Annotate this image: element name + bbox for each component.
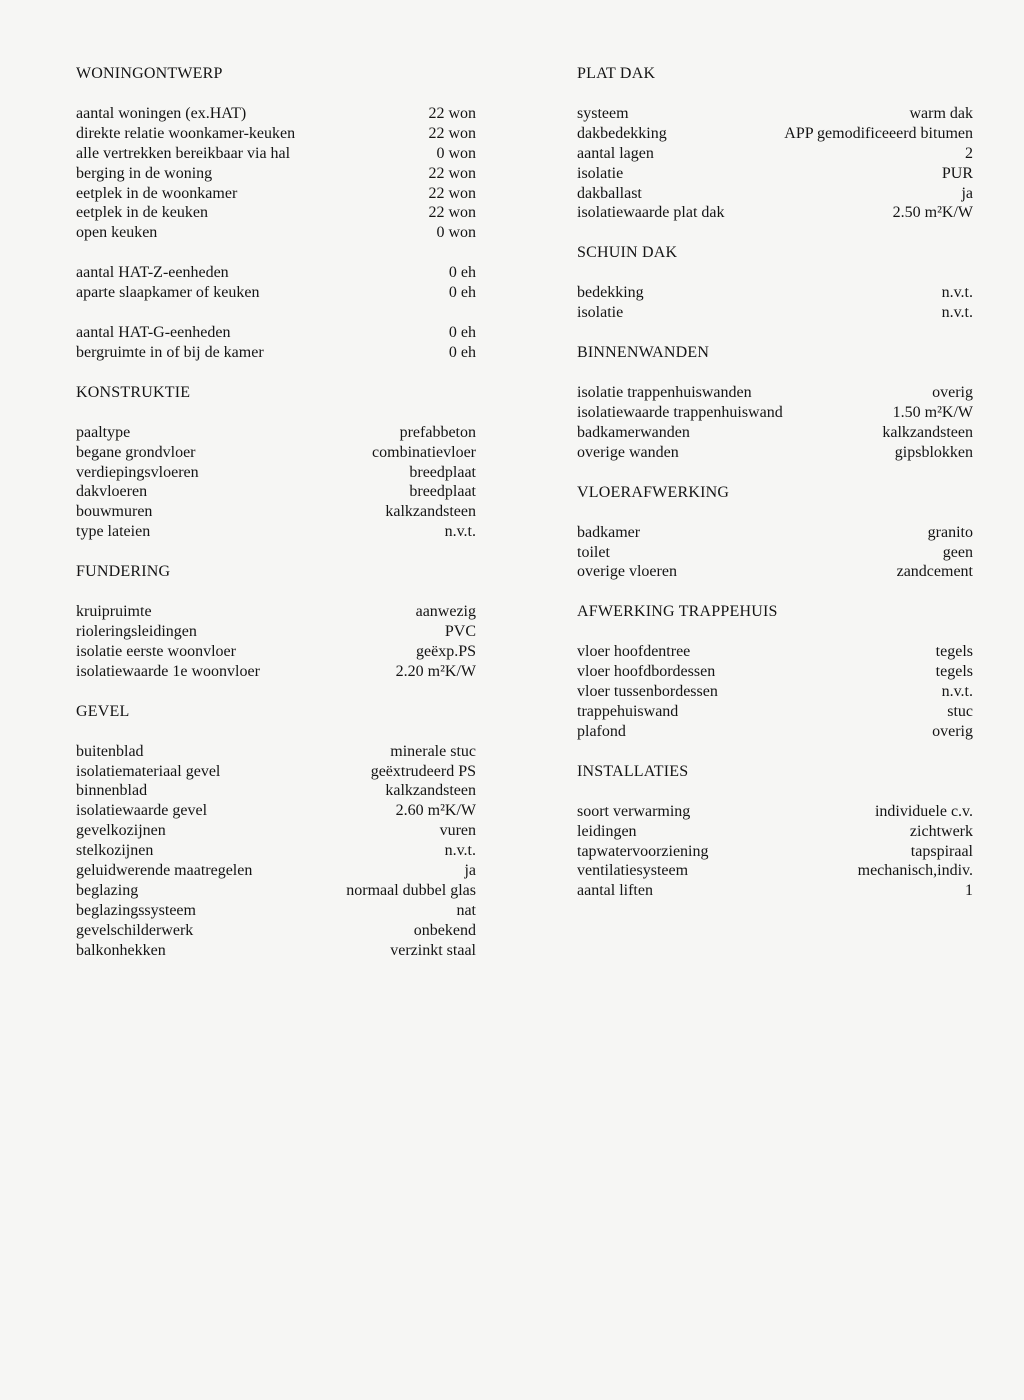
section-afwerking-trappehuis [577,602,973,741]
spec-row [76,742,476,762]
spec-label: soort verwarming [577,802,691,820]
spec-row [577,722,973,742]
spec-value: kalkzandsteen [882,423,973,441]
spec-row [76,263,476,283]
spec-row [76,921,476,941]
spec-label: geluidwerende maatregelen [76,862,253,880]
spec-row [76,502,476,522]
section-heading: SCHUIN DAK [577,244,678,262]
left-column [76,64,476,981]
spec-row [76,801,476,821]
spec-value: PUR [941,164,973,182]
spec-value: ja [464,862,476,880]
spec-value: 2 [965,144,973,162]
spec-value: geen [942,543,973,561]
spec-row [577,662,973,682]
spec-label: binnenblad [76,782,148,800]
spec-row [76,662,476,682]
spec-label: systeem [577,105,629,122]
spec-value: combinatievloer [372,443,476,461]
group-spacer [76,243,476,263]
spec-row [76,343,476,363]
spec-value: 0 eh [448,284,476,302]
spec-label: beglazing [76,881,139,899]
spec-value: warm dak [909,105,973,122]
section-vloerafwerking [577,483,973,583]
spec-row [76,841,476,861]
spec-value: tegels [935,643,973,661]
spec-value: zichtwerk [909,822,973,840]
spec-row [76,762,476,782]
spec-label: isolatiewaarde 1e woonvloer [76,662,260,680]
spec-label: gevelschilderwerk [76,921,194,939]
spec-label: beglazingssysteem [76,901,196,919]
spec-label: overige wanden [577,443,679,461]
spec-row [577,802,973,822]
spec-value: APP gemodificeeerd bitumen [784,124,973,142]
spec-value: nat [456,901,476,919]
spec-value: 0 eh [448,324,476,342]
spec-value: breedplaat [409,463,476,481]
spec-label: type lateien [76,523,151,541]
spec-value: 1.50 m²K/W [892,404,973,422]
spec-value: stuc [947,703,973,721]
spec-row [76,283,476,303]
spec-row [76,941,476,961]
spec-label: aantal HAT-G-eenheden [76,324,231,342]
spec-row [577,104,973,124]
spec-value: geëxtrudeerd PS [370,762,476,780]
spec-row [76,642,476,662]
spec-value: n.v.t. [444,842,476,860]
spec-row [577,144,973,164]
spec-value: 0 won [436,224,476,242]
spec-value: aanwezig [415,603,476,621]
spec-label: isolatie [577,304,624,322]
spec-row [577,383,973,403]
spec-row [577,682,973,702]
spec-row [577,184,973,204]
spec-label: dakballast [577,184,642,202]
section-heading: GEVEL [76,702,130,720]
spec-row [577,822,973,842]
spec-label: toilet [577,543,610,561]
spec-label: eetplek in de woonkamer [76,184,238,202]
spec-value: granito [927,523,973,541]
spec-row [76,124,476,144]
spec-label: bergruimte in of bij de kamer [76,343,264,361]
spec-label: direkte relatie woonkamer-keuken [76,124,296,142]
spec-value: PVC [444,623,476,641]
section-plat-dak [577,64,973,223]
spec-row [76,203,476,223]
spec-value: 0 eh [448,343,476,361]
spec-label: isolatiewaarde gevel [76,802,208,820]
spec-row [76,144,476,164]
spec-label: trappehuiswand [577,703,679,721]
section-fundering [76,562,476,682]
spec-value: 22 won [428,204,476,222]
spec-value: overig [932,384,973,402]
right-column [577,64,973,921]
spec-label: aparte slaapkamer of keuken [76,284,260,302]
section-woningontwerp [76,64,476,363]
spec-row [76,184,476,204]
spec-value: 2.50 m²K/W [892,204,973,222]
spec-label: tapwatervoorziening [577,842,709,860]
spec-label: isolatie eerste woonvloer [76,642,236,660]
spec-row [577,861,973,881]
spec-label: stelkozijnen [76,842,154,860]
section-heading: WONINGONTWERP [76,65,223,82]
spec-row [577,403,973,423]
section-installaties [577,762,973,901]
spec-label: alle vertrekken bereikbaar via hal [76,144,291,162]
spec-value: n.v.t. [941,683,973,701]
spec-value: 22 won [428,105,476,122]
spec-row [577,543,973,563]
spec-row [577,124,973,144]
spec-label: isolatie [577,164,624,182]
spec-row [76,522,476,542]
spec-label: buitenblad [76,742,144,760]
spec-row [577,203,973,223]
section-heading: FUNDERING [76,563,171,581]
spec-label: paaltype [76,423,131,441]
spec-value: 0 won [436,144,476,162]
spec-row [577,283,973,303]
spec-row [76,482,476,502]
spec-value: ja [961,184,973,202]
spec-row [76,463,476,483]
spec-value: prefabbeton [399,423,476,441]
spec-row [577,423,973,443]
spec-value: n.v.t. [444,523,476,541]
spec-label: begane grondvloer [76,443,196,461]
spec-value: minerale stuc [390,742,476,760]
spec-label: isolatiemateriaal gevel [76,762,221,780]
spec-value: verzinkt staal [390,941,476,959]
spec-label: gevelkozijnen [76,822,166,840]
spec-label: plafond [577,722,626,740]
spec-row [76,622,476,642]
spec-row [76,164,476,184]
spec-label: berging in de woning [76,164,213,182]
section-heading: KONSTRUKTIE [76,383,191,401]
section-gevel [76,702,476,961]
spec-label: open keuken [76,224,158,242]
spec-value: n.v.t. [941,284,973,302]
spec-row [76,443,476,463]
spec-label: vloer hoofdentree [577,643,691,661]
spec-label: balkonhekken [76,941,166,959]
spec-value: kalkzandsteen [385,782,476,800]
spec-value: normaal dubbel glas [346,881,476,899]
spec-row [76,781,476,801]
spec-value: onbekend [413,921,476,939]
spec-row [76,223,476,243]
section-heading: PLAT DAK [577,65,656,82]
section-heading: INSTALLATIES [577,762,689,780]
spec-value: vuren [439,822,476,840]
spec-row [577,562,973,582]
spec-label: dakbedekking [577,124,667,142]
spec-value: n.v.t. [941,304,973,322]
spec-row [76,323,476,343]
spec-label: bedekking [577,284,644,302]
section-schuin-dak [577,243,973,323]
section-konstruktie [76,383,476,542]
spec-value: 22 won [428,124,476,142]
spec-value: geëxp.PS [416,642,476,660]
section-heading: VLOERAFWERKING [577,483,730,501]
spec-row [577,642,973,662]
spec-value: tapspiraal [910,842,973,860]
spec-row [577,881,973,901]
spec-row [76,423,476,443]
spec-value: individuele c.v. [874,802,973,820]
spec-value: zandcement [896,563,973,581]
spec-row [577,523,973,543]
spec-label: vloer tussenbordessen [577,683,718,701]
spec-label: ventilatiesysteem [577,862,689,880]
spec-value: 2.60 m²K/W [395,802,476,820]
spec-label: dakvloeren [76,483,148,501]
spec-row [577,702,973,722]
section-binnenwanden [577,343,973,463]
spec-label: badkamer [577,523,641,541]
spec-label: vloer hoofdbordessen [577,663,716,681]
spec-row [76,104,476,124]
spec-label: isolatiewaarde trappenhuiswand [577,404,783,422]
spec-row [577,164,973,184]
spec-value: 22 won [428,164,476,182]
spec-row [76,821,476,841]
spec-label: leidingen [577,822,637,840]
spec-row [76,602,476,622]
spec-label: eetplek in de keuken [76,204,208,222]
spec-value: 2.20 m²K/W [395,662,476,680]
spec-label: aantal woningen (ex.HAT) [76,105,247,122]
section-heading: AFWERKING TRAPPEHUIS [577,603,778,621]
spec-label: bouwmuren [76,503,153,521]
spec-value: mechanisch,indiv. [857,862,973,880]
spec-label: kruipruimte [76,603,152,621]
spec-row [76,881,476,901]
section-heading: BINNENWANDEN [577,344,710,362]
spec-label: isolatie trappenhuiswanden [577,384,752,402]
spec-value: kalkzandsteen [385,503,476,521]
spec-row [577,303,973,323]
spec-value: overig [932,722,973,740]
spec-label: verdiepingsvloeren [76,463,199,481]
spec-label: isolatiewaarde plat dak [577,204,725,222]
spec-value: breedplaat [409,483,476,501]
group-spacer [76,303,476,323]
spec-label: aantal liften [577,882,653,900]
spec-row [76,901,476,921]
spec-label: rioleringsleidingen [76,623,197,641]
spec-label: aantal HAT-Z-eenheden [76,264,229,282]
spec-row [577,443,973,463]
spec-value: 22 won [428,184,476,202]
spec-value: tegels [935,663,973,681]
spec-label: overige vloeren [577,563,677,581]
spec-row [76,861,476,881]
spec-value: gipsblokken [894,443,973,461]
spec-value: 1 [965,882,973,900]
spec-label: badkamerwanden [577,423,690,441]
spec-label: aantal lagen [577,144,654,162]
spec-value: 0 eh [448,264,476,282]
spec-row [577,842,973,862]
